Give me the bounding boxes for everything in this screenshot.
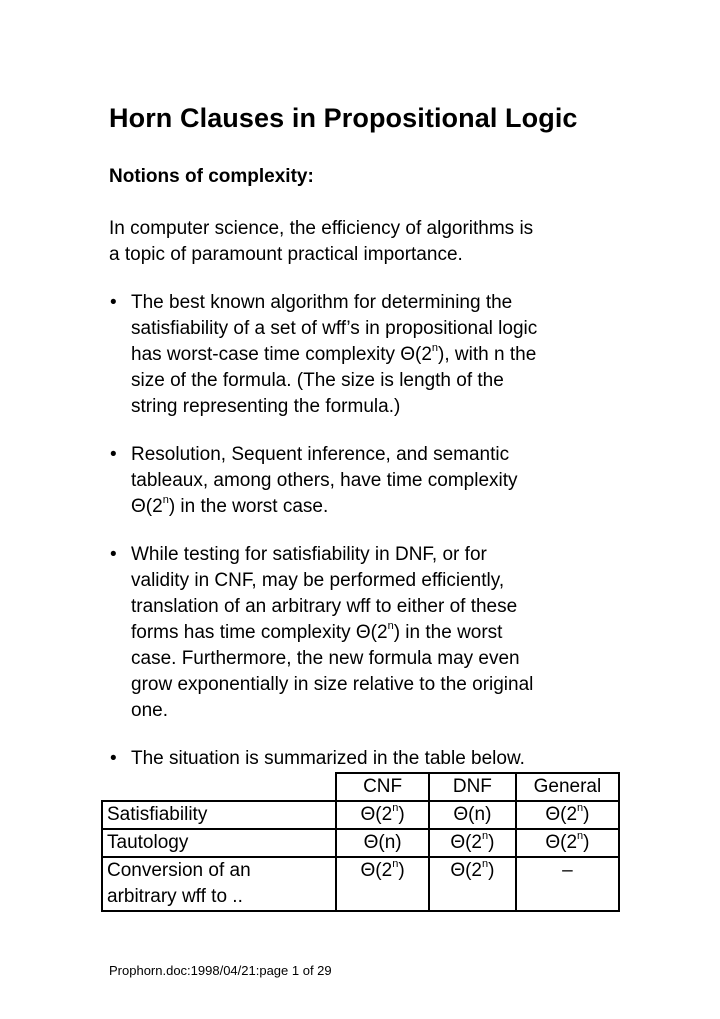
superscript: n — [482, 829, 489, 842]
text-run: Θ(2 — [360, 804, 393, 825]
bullet-line — [131, 620, 611, 646]
text-run: ) — [398, 804, 405, 825]
bullet-item-2 — [131, 442, 611, 520]
bullet-line: case. Furthermore, the new formula may even — [131, 648, 520, 669]
bullet-line — [131, 342, 611, 368]
intro-line: a topic of paramount practical importance. — [109, 244, 463, 265]
table-header-general: General — [516, 773, 619, 801]
bullet-line: size of the formula. (The size is length of the — [131, 370, 504, 391]
bullet-marker: • — [110, 292, 117, 313]
text-run: Θ(2 — [131, 496, 163, 517]
section-heading: Notions of complexity: — [109, 166, 314, 187]
text-run: ) — [488, 860, 495, 881]
text-run: ) — [583, 832, 590, 853]
intro-line: In computer science, the efficiency of algorithms is — [109, 218, 534, 239]
superscript: n — [431, 341, 439, 354]
bullet-line: tableaux, among others, have time complexity — [131, 470, 518, 491]
text-run: ) — [488, 832, 495, 853]
table-header-row — [102, 773, 619, 801]
table-header-empty — [102, 773, 336, 801]
text-run: Θ(2 — [450, 860, 483, 881]
bullet-marker: • — [110, 444, 117, 465]
table-cell — [429, 857, 516, 911]
superscript: n — [482, 857, 489, 870]
bullet-item-1 — [131, 290, 611, 420]
bullet-line — [131, 494, 611, 520]
bullet-marker: • — [110, 748, 117, 769]
table-row — [102, 857, 619, 911]
row-label: Satisfiability — [102, 801, 336, 829]
bullet-line: While testing for satisfiability in DNF, or for — [131, 544, 487, 565]
bullet-item-4 — [131, 746, 611, 772]
superscript: n — [387, 619, 394, 632]
bullet-line: The best known algorithm for determining the — [131, 292, 513, 313]
page-title: Horn Clauses in Propositional Logic — [109, 103, 578, 133]
text-run: ) — [583, 804, 590, 825]
bullet-line: validity in CNF, may be performed efficiently, — [131, 570, 505, 591]
page-footer: Prophorn.doc:1998/04/21:page 1 of 29 — [109, 963, 332, 978]
intro-paragraph — [109, 216, 629, 268]
table-cell — [429, 829, 516, 857]
superscript: n — [392, 857, 399, 870]
text-run: has worst-case time complexity Θ(2 — [131, 344, 432, 365]
bullet-line: grow exponentially in size relative to the original — [131, 674, 534, 695]
text-run: ) — [398, 860, 405, 881]
row-label: Tautology — [102, 829, 336, 857]
row-label-line: arbitrary wff to .. — [107, 886, 243, 907]
superscript: n — [392, 801, 399, 814]
text-run: ) in the worst case. — [168, 496, 329, 517]
table-cell — [336, 801, 429, 829]
bullet-line: one. — [131, 700, 168, 721]
complexity-table — [101, 772, 620, 912]
table-header-dnf: DNF — [429, 773, 516, 801]
table-row — [102, 829, 619, 857]
bullet-marker: • — [110, 544, 117, 565]
table-cell: Θ(n) — [429, 801, 516, 829]
table-row — [102, 801, 619, 829]
superscript: n — [162, 493, 169, 506]
superscript: n — [577, 829, 584, 842]
bullet-line: string representing the formula.) — [131, 396, 401, 417]
table-cell — [336, 857, 429, 911]
text-run: ), with n the — [438, 344, 537, 365]
row-label — [102, 857, 336, 911]
table-cell: Θ(n) — [336, 829, 429, 857]
text-run: Θ(2 — [545, 832, 578, 853]
superscript: n — [577, 801, 584, 814]
row-label-line: Conversion of an — [107, 860, 251, 881]
table-cell — [516, 801, 619, 829]
text-run: forms has time complexity Θ(2 — [131, 622, 388, 643]
table-header-cnf: CNF — [336, 773, 429, 801]
text-run: Θ(2 — [450, 832, 483, 853]
bullet-line: satisfiability of a set of wff’s in propositional logic — [131, 318, 538, 339]
bullet-line: Resolution, Sequent inference, and semantic — [131, 444, 510, 465]
table-cell: – — [516, 857, 619, 911]
text-run: Θ(2 — [360, 860, 393, 881]
table-cell — [516, 829, 619, 857]
text-run: Θ(2 — [545, 804, 578, 825]
bullet-line: translation of an arbitrary wff to either of these — [131, 596, 518, 617]
bullet-item-3 — [131, 542, 611, 724]
text-run: ) in the worst — [393, 622, 503, 643]
bullet-line: The situation is summarized in the table below. — [131, 748, 525, 769]
